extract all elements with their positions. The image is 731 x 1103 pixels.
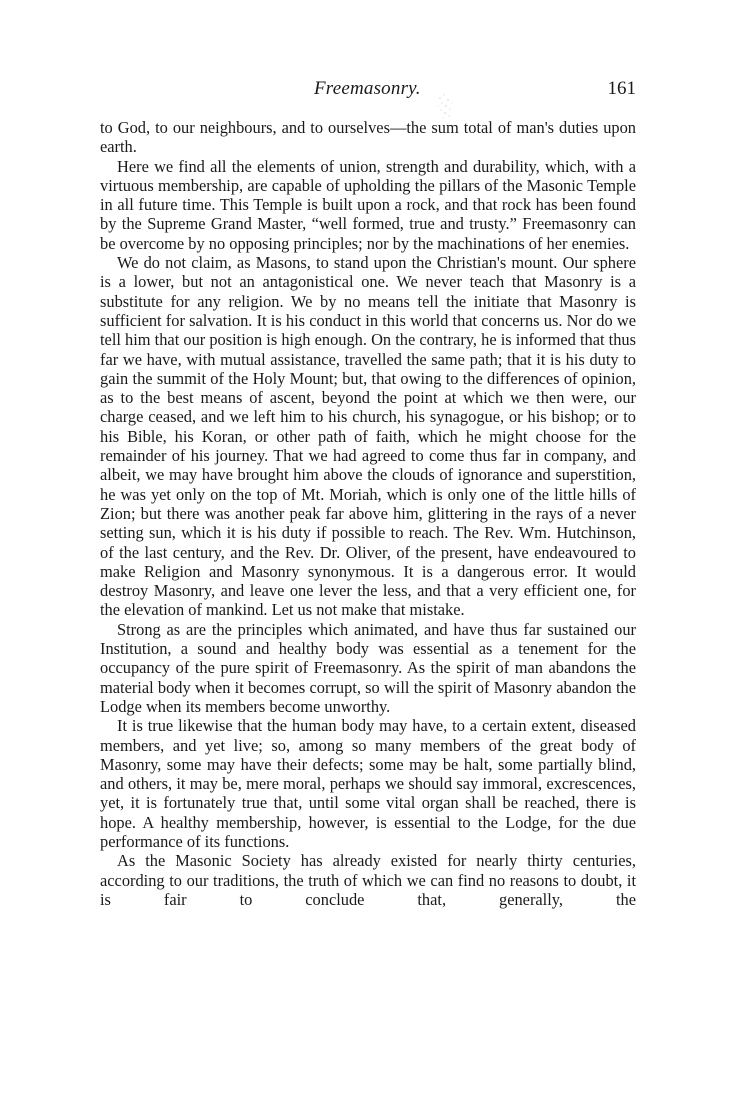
paragraph-healthy-body: Strong as are the principles which animated, and have thus far sustained our Institution, a sound and healthy body was essential as a tenement for the occupancy of the pure spirit of Freemasonry. As the spirit of man abandons the material body when it becomes corrupt, so will the spirit of Masonry abandon the Lodge when its members become unworthy. — [100, 619, 636, 716]
paragraph-union-strength: Here we find all the elements of union, strength and durability, which, with a virtuous membership, are capable of upholding the pillars of the Masonic Temple in all future time. This Temple is built upon a rock, and that rock has been found by the Supreme Grand Master, “well formed, true and trusty.” Freemasonry can be overcome by no opposing principles; nor by the machinations of her enemies. — [100, 156, 636, 253]
paragraph-continued: to God, to our neighbours, and to ourselves—the sum total of man's duties upon earth. — [100, 118, 636, 157]
paragraph-diseased-members: It is true likewise that the human body may have, to a certain extent, diseased members, and yet live; so, among so many members of the great body of Masonry, some may have their defects; some may be halt, some partially blind, and others, it may be, mere moral, perhaps we should say immoral, excrescences, yet, it is fortunately true that, until some vital organ shall be reached, there is hope. A healthy membership, however, is essential to the Lodge, for the due performance of its functions. — [100, 716, 636, 851]
running-title: Freemasonry. — [314, 78, 421, 99]
paragraph-christians-mount: We do not claim, as Masons, to stand upon the Christian's mount. Our sphere is a lower, but not an antagonistical one. We never teach that Masonry is a substitute for any religion. We by no means tell the initiate that Masonry is sufficient for salvation. It is his conduct in this world that concerns us. Nor do we tell him that our position is high enough. On the contrary, he is informed that thus far we have, with mutual assistance, travelled the same path; that it is his duty to gain the summit of the Holy Mount; but, that owing to the differences of opinion, as to the best means of ascent, beyond the point at which we then were, our charge ceased, and we left him to his church, his synagogue, or his bishop; or to his Bible, his Koran, or other path of faith, which he might choose for the remainder of his journey. That we had agreed to come thus far in company, and albeit, we may have brought him above the clouds of ignorance and superstition, he was yet only on the top of Mt. Moriah, which is only one of the little hills of Zion; but there was another peak far above him, glittering in the rays of a never setting sun, which it is his duty if possible to reach. The Rev. Wm. Hutchinson, of the last century, and the Rev. Dr. Oliver, of the present, have endeavoured to make Religion and Masonry synonymous. It is a dangerous error. It would destroy Masonry, and leave one lever the less, and that a very efficient one, for the elevation of mankind. Let us not make that mistake. — [100, 253, 636, 620]
body-text — [100, 118, 636, 909]
page-number: 161 — [607, 78, 636, 99]
paragraph-masonic-society: As the Masonic Society has already existed for nearly thirty centuries, according to our traditions, the truth of which we can find no reasons to doubt, it is fair to conclude that, generally, the — [100, 851, 636, 909]
running-head — [100, 78, 636, 108]
